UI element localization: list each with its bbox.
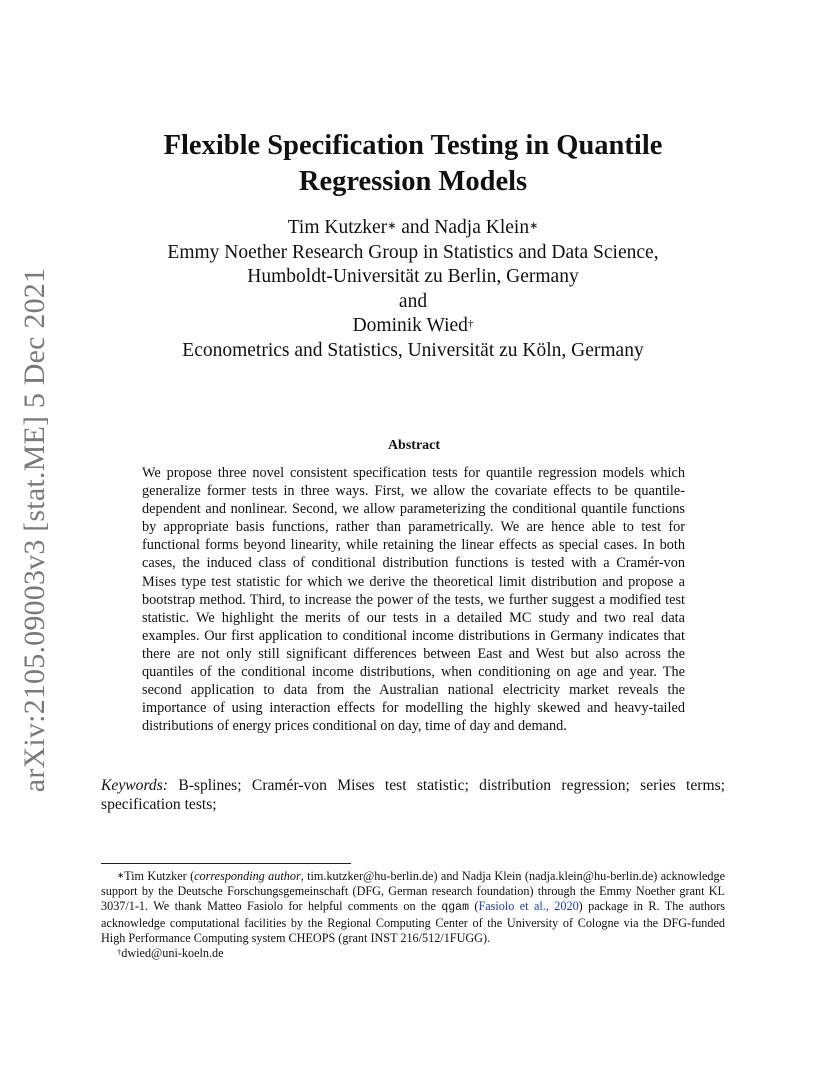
affiliation-2: Econometrics and Statistics, Universität zu Köln, Germany	[182, 339, 644, 361]
author-klein-mark: ∗	[529, 220, 539, 232]
abstract-heading: Abstract	[387, 438, 441, 453]
author-kutzker-mark: ∗	[387, 220, 397, 232]
footnote-1-mark: ∗	[117, 870, 125, 880]
footnote-1-text-b: , tim.kutzker@hu-berlin.de) and Nadja Klein (nadja.klein@hu-berlin.de) acknowledge support by the Deutsche Forschungsgemeinschaft (DFG, German research foundation) through the Emmy Noether grant KL 3037/1-1. We thank Matteo Fasiolo for helpful comments on the	[101, 869, 725, 914]
author-line-1	[100, 216, 726, 241]
footnote-1-text-c: (	[468, 899, 479, 914]
keywords-block	[101, 776, 725, 814]
footnote-2-email: dwied@uni-koeln.de	[121, 946, 224, 961]
author-and: and	[398, 290, 428, 312]
author-block	[100, 216, 726, 364]
footnotes	[101, 869, 725, 961]
footnote-2-mark: †	[117, 947, 122, 958]
abstract-body: We propose three novel consistent specification tests for quantile regression models which generalize former tests in three ways. First, we allow the covariate effects to be quantile-dependent and nonlinear. Second, we allow parameterizing the conditional quantile functions by appropriate basis functions, rather than parametrically. We are hence able to test for functional forms beyond linearity, while retaining the linear effects as special cases. In both cases, the induced class of conditional distribution functions is tested with a Cramér-von Mises type test statistic for which we derive the theoretical limit distribution and propose a bootstrap method. Third, to increase the power of the tests, we further suggest a modified test statistic. We highlight the merits of our tests in a detailed MC study and two real data examples. Our first application to conditional income distributions in Germany indicates that there are not only still significant differences between East and West but also across the quantiles of the conditional income distributions, when conditioning on age and year. The second application to data from the Australian national electricity market reveals the importance of using interaction effects for modelling the highly skewed and heavy-tailed distributions of energy prices conditional on day, time of day and demand.	[142, 465, 685, 735]
footnote-divider	[101, 863, 351, 864]
keywords-text: B-splines; Cramér-von Mises test statistic; distribution regression; series terms; specification tests;	[101, 777, 725, 813]
footnote-2	[101, 946, 725, 961]
arxiv-identifier-stamp	[15, 267, 55, 793]
arxiv-identifier-text: arXiv:2105.09003v3 [stat.ME] 5 Dec 2021	[18, 267, 52, 793]
author-wied-mark: †	[467, 318, 474, 331]
footnote-1-text-a: Tim Kutzker (	[124, 869, 195, 883]
footnote-1-corresponding: corresponding author	[194, 869, 301, 883]
footnote-1-text-d: ) package in R. The authors acknowledge computational facilities by the Regional Computing Center of the University of Cologne via the DFG-funded High Performance Computing system CHEOPS (grant INST 216/512/1FUGG).	[101, 899, 726, 945]
author-line-2	[100, 314, 726, 339]
keywords-label: Keywords:	[101, 777, 168, 794]
title-line-2: Regression Models	[298, 166, 528, 197]
affiliation-1-line-2: Humboldt-Universität zu Berlin, Germany	[247, 266, 579, 288]
title-line-1: Flexible Specification Testing in Quantile	[163, 130, 663, 161]
citation-link-fasiolo[interactable]: Fasiolo et al., 2020	[478, 899, 579, 914]
author-klein: and Nadja Klein	[396, 217, 530, 238]
author-wied: Dominik Wied	[352, 315, 468, 337]
footnote-1-package-name: qgam	[441, 901, 469, 915]
affiliation-1-line-1: Emmy Noether Research Group in Statistics and Data Science,	[167, 241, 659, 263]
paper-title	[100, 128, 726, 200]
author-kutzker: Tim Kutzker	[287, 217, 388, 238]
footnote-1	[101, 869, 725, 946]
